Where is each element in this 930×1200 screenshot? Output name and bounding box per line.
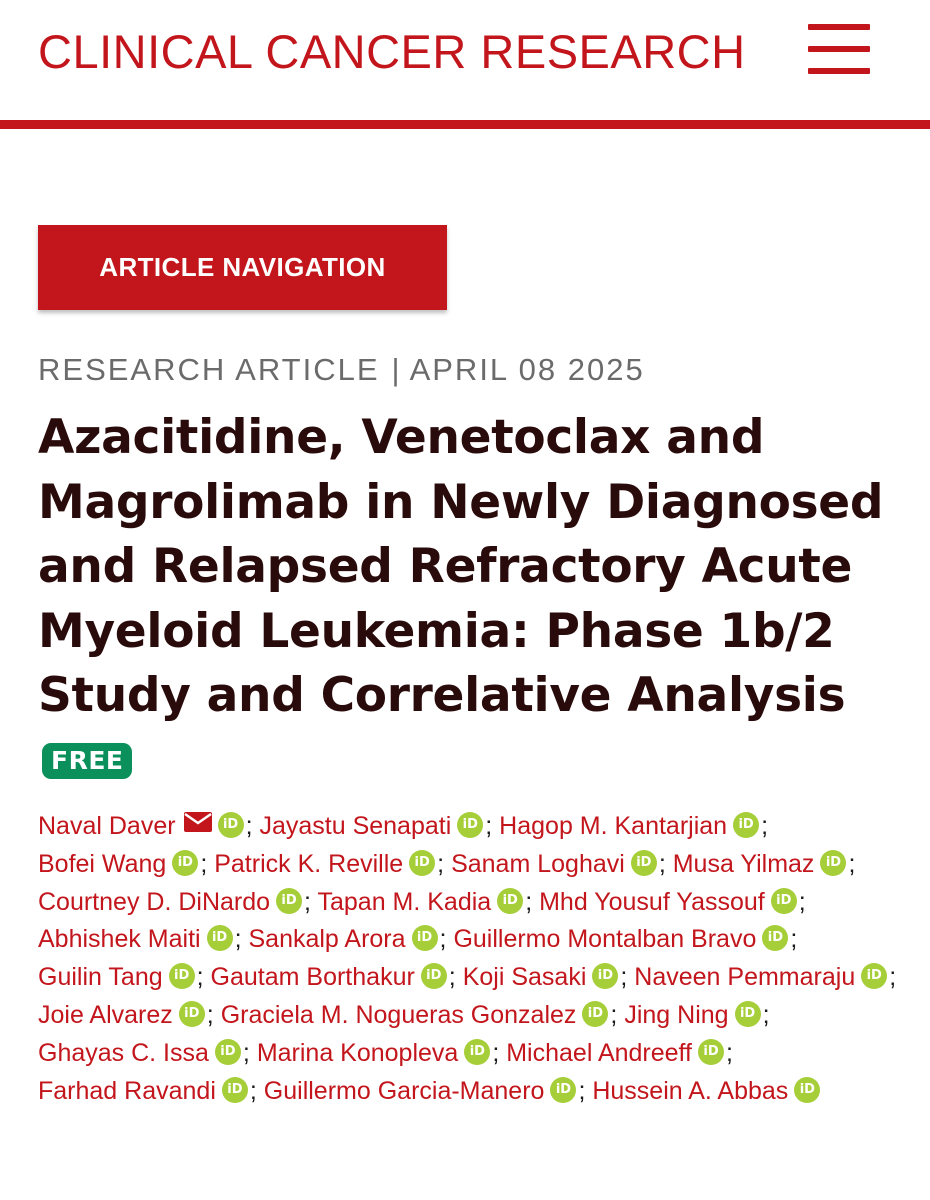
author-item	[38, 888, 311, 916]
article-navigation-button[interactable]: ARTICLE NAVIGATION	[38, 225, 447, 310]
author-separator: ;	[242, 1038, 250, 1067]
header-divider	[0, 120, 930, 129]
author-item	[38, 1001, 214, 1029]
author-item	[221, 1001, 618, 1029]
author-separator: ;	[437, 849, 445, 878]
author-separator: ;	[485, 812, 493, 840]
author-link[interactable]: Jing Ning	[624, 1000, 729, 1029]
orcid-icon[interactable]: iD	[698, 1039, 724, 1065]
orcid-icon[interactable]: iD	[861, 963, 887, 989]
journal-logo[interactable]: CLINICAL CANCER RESEARCH	[38, 25, 746, 78]
author-item	[211, 963, 456, 991]
author-separator: ;	[889, 963, 897, 992]
author-separator: ;	[798, 887, 806, 916]
author-separator: ;	[200, 849, 208, 878]
orcid-icon[interactable]: iD	[592, 963, 618, 989]
orcid-icon[interactable]: iD	[733, 812, 759, 838]
author-item	[38, 925, 242, 953]
orcid-icon[interactable]: iD	[497, 888, 523, 914]
author-item	[453, 925, 797, 953]
author-separator: ;	[848, 849, 856, 878]
author-separator: ;	[525, 887, 533, 916]
author-separator: ;	[196, 963, 204, 992]
author-separator: ;	[439, 925, 447, 954]
author-item	[38, 1039, 250, 1067]
author-link[interactable]: Sankalp Arora	[248, 925, 406, 954]
author-link[interactable]: Koji Sasaki	[462, 963, 587, 992]
author-item	[248, 925, 446, 953]
article-meta	[38, 352, 645, 388]
author-separator: ;	[245, 812, 253, 840]
author-link[interactable]: Ghayas C. Issa	[38, 1038, 209, 1067]
author-link[interactable]: Mhd Yousuf Yassouf	[539, 887, 765, 916]
article-title-text: Azacitidine, Venetoclax and Magrolimab in Newly Diagnosed and Relapsed Refractory Acute Myeloid Leukemia: Phase 1b/2 Study and Correlative Analysis	[38, 410, 884, 723]
author-item	[38, 1077, 257, 1105]
author-separator: ;	[206, 1000, 214, 1029]
author-link[interactable]: Patrick K. Reville	[214, 849, 404, 878]
orcid-icon[interactable]: iD	[820, 850, 846, 876]
author-link[interactable]: Bofei Wang	[38, 849, 167, 878]
author-item	[463, 963, 628, 991]
orcid-icon[interactable]: iD	[172, 850, 198, 876]
author-separator: ;	[578, 1076, 586, 1105]
author-item	[539, 888, 806, 916]
author-item	[506, 1039, 733, 1067]
author-separator: ;	[234, 925, 242, 954]
author-item	[257, 1039, 499, 1067]
author-item	[624, 1001, 769, 1029]
orcid-icon[interactable]: iD	[771, 888, 797, 914]
orcid-icon[interactable]: iD	[631, 850, 657, 876]
orcid-icon[interactable]: iD	[169, 963, 195, 989]
orcid-icon[interactable]: iD	[794, 1077, 820, 1103]
author-link[interactable]: Guilin Tang	[38, 963, 163, 992]
author-item	[259, 812, 492, 840]
orcid-icon[interactable]: iD	[412, 925, 438, 951]
author-link[interactable]: Tapan M. Kadia	[317, 887, 492, 916]
orcid-icon[interactable]: iD	[179, 1001, 205, 1027]
author-item	[317, 888, 532, 916]
author-item	[38, 812, 253, 840]
author-separator: ;	[761, 812, 769, 840]
article-type: RESEARCH ARTICLE	[38, 352, 380, 387]
author-list	[38, 808, 908, 1110]
author-separator: ;	[726, 1038, 733, 1067]
menu-bar	[808, 46, 870, 52]
orcid-icon[interactable]: iD	[421, 963, 447, 989]
site-header	[0, 0, 930, 120]
author-link[interactable]: Graciela M. Nogueras Gonzalez	[220, 1000, 577, 1029]
orcid-icon[interactable]: iD	[222, 1077, 248, 1103]
author-separator: ;	[249, 1076, 257, 1105]
author-item	[451, 850, 666, 878]
author-separator: ;	[620, 963, 628, 992]
author-item	[499, 812, 768, 840]
author-item	[38, 850, 207, 878]
meta-separator: |	[391, 352, 402, 387]
free-badge: FREE	[42, 743, 132, 779]
author-separator: ;	[448, 963, 456, 992]
orcid-icon[interactable]: iD	[762, 925, 788, 951]
author-separator: ;	[610, 1000, 618, 1029]
author-link[interactable]: Hagop M. Kantarjian	[499, 812, 728, 840]
publication-date: APRIL 08 2025	[409, 352, 645, 387]
author-separator: ;	[658, 849, 666, 878]
author-separator: ;	[304, 887, 311, 916]
author-link[interactable]: Courtney D. DiNardo	[38, 887, 271, 916]
orcid-icon[interactable]: iD	[207, 925, 233, 951]
orcid-icon[interactable]: iD	[735, 1001, 761, 1027]
author-link[interactable]: Michael Andreeff	[506, 1038, 693, 1067]
author-link[interactable]: Naveen Pemmaraju	[634, 963, 856, 992]
author-link[interactable]: Naval Daver	[38, 812, 176, 840]
article-title	[38, 406, 898, 793]
hamburger-menu-icon[interactable]	[808, 24, 872, 80]
author-link[interactable]: Musa Yilmaz	[672, 849, 815, 878]
orcid-icon[interactable]: iD	[550, 1077, 576, 1103]
author-link[interactable]: Sanam Loghavi	[451, 849, 625, 878]
author-item	[673, 850, 856, 878]
author-item	[214, 850, 444, 878]
author-link[interactable]: Gautam Borthakur	[210, 963, 415, 992]
author-separator: ;	[762, 1000, 770, 1029]
author-link[interactable]: Jayastu Senapati	[259, 812, 452, 840]
author-item	[38, 963, 204, 991]
menu-bar	[808, 68, 870, 74]
author-link[interactable]: Farhad Ravandi	[38, 1076, 216, 1105]
orcid-icon[interactable]: iD	[276, 888, 302, 914]
author-separator: ;	[492, 1038, 500, 1067]
orcid-icon[interactable]: iD	[218, 812, 244, 838]
orcid-icon[interactable]: iD	[215, 1039, 241, 1065]
author-link[interactable]: Hussein A. Abbas	[592, 1076, 789, 1105]
author-separator: ;	[790, 925, 798, 954]
author-link[interactable]: Abhishek Maiti	[38, 925, 201, 954]
author-link[interactable]: Marina Konopleva	[256, 1038, 459, 1067]
orcid-icon[interactable]: iD	[457, 812, 483, 838]
menu-bar	[808, 24, 870, 30]
orcid-icon[interactable]: iD	[582, 1001, 608, 1027]
author-item	[592, 1077, 820, 1105]
author-link[interactable]: Joie Alvarez	[38, 1000, 173, 1029]
author-item	[634, 963, 896, 991]
author-link[interactable]: Guillermo Montalban Bravo	[453, 925, 757, 954]
orcid-icon[interactable]: iD	[409, 850, 435, 876]
envelope-icon[interactable]	[184, 812, 212, 832]
author-item	[264, 1077, 586, 1105]
author-link[interactable]: Guillermo Garcia-Manero	[263, 1076, 545, 1105]
orcid-icon[interactable]: iD	[464, 1039, 490, 1065]
